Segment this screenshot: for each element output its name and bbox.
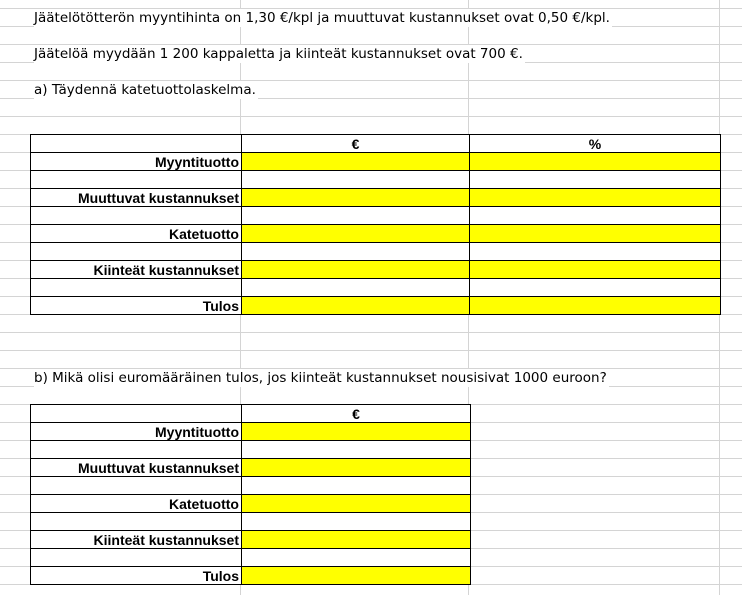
table-a-row-tulos [31, 297, 721, 315]
table-a-header-row [31, 135, 721, 153]
table-a-row-myyntituotto [31, 153, 721, 171]
empty-cell [242, 549, 471, 567]
answer-cell-euro[interactable] [242, 459, 471, 477]
empty-cell [31, 549, 242, 567]
answer-cell-percent[interactable] [470, 261, 721, 279]
table-b-header-label [31, 405, 242, 423]
row-label: Katetuotto [31, 495, 242, 513]
table-b-row-katetuotto [31, 495, 471, 513]
empty-cell [470, 171, 721, 189]
table-a-spacer-row [31, 207, 721, 225]
empty-cell [242, 279, 470, 297]
question-b: b) Mikä olisi euromääräinen tulos, jos kiinteät kustannukset nousisivat 1000 euroon? [34, 370, 607, 386]
table-b-row-myyntituotto [31, 423, 471, 441]
contribution-margin-table-a [30, 134, 721, 315]
empty-cell [470, 279, 721, 297]
empty-cell [470, 243, 721, 261]
answer-cell-euro[interactable] [242, 297, 470, 315]
table-b-row-muuttuvat-kustannukset [31, 459, 471, 477]
answer-cell-euro[interactable] [242, 225, 470, 243]
row-label: Kiinteät kustannukset [31, 261, 242, 279]
table-a-spacer-row [31, 171, 721, 189]
table-a-spacer-row [31, 243, 721, 261]
empty-cell [31, 441, 242, 459]
row-label: Muuttuvat kustannukset [31, 459, 242, 477]
row-label: Muuttuvat kustannukset [31, 189, 242, 207]
table-a-row-katetuotto [31, 225, 721, 243]
table-b-row-tulos [31, 567, 471, 585]
table-b-spacer-row [31, 477, 471, 495]
table-b-spacer-row [31, 549, 471, 567]
empty-cell [242, 513, 471, 531]
row-label: Myyntituotto [31, 153, 242, 171]
contribution-margin-table-b [30, 404, 471, 585]
table-b-header-row [31, 405, 471, 423]
question-a: a) Täydennä katetuottolaskelma. [34, 82, 256, 98]
answer-cell-percent[interactable] [470, 225, 721, 243]
table-a-header-label [31, 135, 242, 153]
empty-cell [242, 207, 470, 225]
answer-cell-euro[interactable] [242, 153, 470, 171]
table-b-spacer-row [31, 441, 471, 459]
intro-line-1: Jäätelötötterön myyntihinta on 1,30 €/kpl ja muuttuvat kustannukset ovat 0,50 €/kpl. [34, 10, 610, 26]
row-label: Katetuotto [31, 225, 242, 243]
table-b-row-kiinteat-kustannukset [31, 531, 471, 549]
answer-cell-percent[interactable] [470, 297, 721, 315]
empty-cell [242, 441, 471, 459]
empty-cell [31, 243, 242, 261]
empty-cell [242, 243, 470, 261]
empty-cell [242, 171, 470, 189]
empty-cell [31, 513, 242, 531]
empty-cell [470, 207, 721, 225]
table-a-header-euro: € [242, 135, 470, 153]
intro-line-2: Jäätelöä myydään 1 200 kappaletta ja kiinteät kustannukset ovat 700 €. [34, 46, 523, 62]
empty-cell [242, 477, 471, 495]
answer-cell-euro[interactable] [242, 495, 471, 513]
table-a-spacer-row [31, 279, 721, 297]
answer-cell-euro[interactable] [242, 567, 471, 585]
table-a-row-muuttuvat-kustannukset [31, 189, 721, 207]
answer-cell-euro[interactable] [242, 423, 471, 441]
row-label: Myyntituotto [31, 423, 242, 441]
empty-cell [31, 279, 242, 297]
answer-cell-euro[interactable] [242, 189, 470, 207]
empty-cell [31, 477, 242, 495]
answer-cell-euro[interactable] [242, 261, 470, 279]
row-label: Tulos [31, 297, 242, 315]
row-label: Kiinteät kustannukset [31, 531, 242, 549]
empty-cell [31, 207, 242, 225]
table-a-header-percent: % [470, 135, 721, 153]
answer-cell-euro[interactable] [242, 531, 471, 549]
table-b-header-euro: € [242, 405, 471, 423]
row-label: Tulos [31, 567, 242, 585]
answer-cell-percent[interactable] [470, 189, 721, 207]
table-b-spacer-row [31, 513, 471, 531]
table-a-row-kiinteat-kustannukset [31, 261, 721, 279]
answer-cell-percent[interactable] [470, 153, 721, 171]
empty-cell [31, 171, 242, 189]
